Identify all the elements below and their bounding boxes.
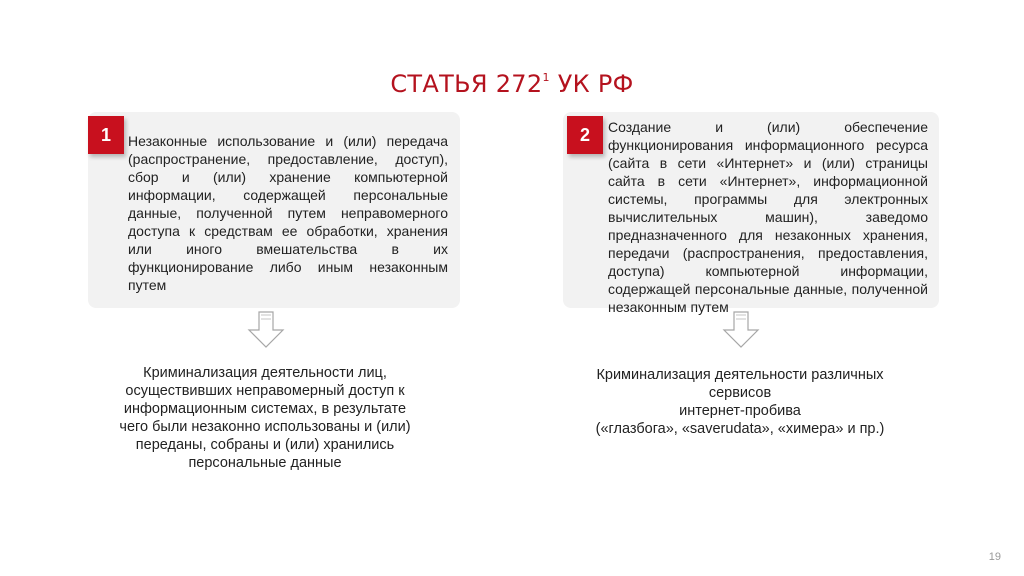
card-number-badge: 2	[567, 116, 603, 154]
result-text-2: Криминализация деятельности различных сервисов интернет-пробива («глазбога», «saverudata», «химера» и пр.)	[595, 367, 885, 437]
page-number: 19	[988, 551, 1001, 563]
title-superscript: 1	[542, 71, 550, 84]
down-arrow-icon	[246, 310, 286, 350]
card-text: Создание и (или) обеспечение функционирования информационного ресурса (сайта в сети «Интернет» и (или) страницы сайта в сети «Интернет», информационной системы, программы для электронных вычислительных машин), заведомо предназначенного для незаконных хранения, передачи (распространения, предоставления, доступа) компьютерной информации, содержащей персональные данные, полученной незаконным путем	[608, 119, 928, 315]
slide-title: СТАТЬЯ $272^1$ УК РФ	[390, 70, 634, 98]
card-number-badge: 1	[88, 116, 124, 154]
card-text: Незаконные использование и (или) передача (распространение, предоставление, доступ), сбор и (или) хранение компьютерной информации, содержащей персональные данные, полученной путем неправомерного доступа к средствам ее обработки, хранения или иного вмешательства в их функционирование либо иным незаконным путем	[128, 133, 448, 293]
result-text-1: Криминализация деятельности лиц, осуществивших неправомерный доступ к информационным системах, в результате чего были незаконно использованы и (или) переданы, собраны и (или) хранились персональные данные	[119, 365, 411, 471]
down-arrow-icon	[721, 310, 761, 350]
article-card-1	[88, 112, 460, 308]
article-card-2	[563, 112, 939, 315]
